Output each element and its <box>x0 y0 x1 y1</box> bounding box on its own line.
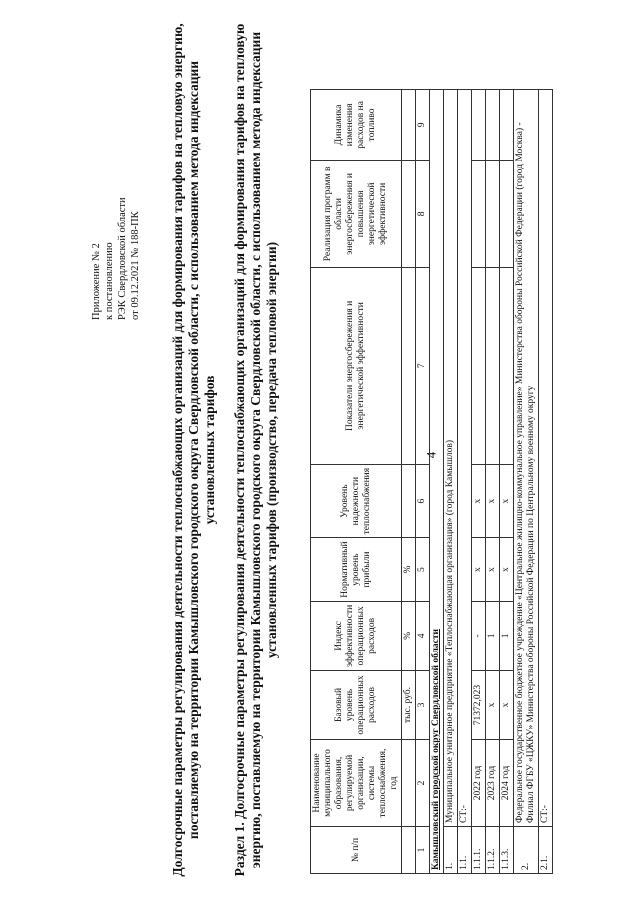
year-cell: 2023 год <box>486 740 500 827</box>
value-cell: 1 <box>486 601 500 670</box>
table-row <box>539 89 553 873</box>
page-number: 4 <box>423 451 439 459</box>
header-cell: Реализация программ в области энергосбережения и повышения энергетической эффективности <box>311 160 402 267</box>
table-units-row <box>402 89 416 873</box>
rotated-page-content <box>90 20 640 880</box>
header-cell: Показатели энергосбережения и энергетической эффективности <box>311 267 402 464</box>
row-number: 1.1. <box>458 827 472 874</box>
row-number: 1. <box>444 827 458 874</box>
column-number: 6 <box>416 464 430 537</box>
section-title: Раздел 1. Долгосрочные параметры регулирования деятельности теплоснабжающих организаций для формирования тарифов на тепловую энергию, поставляемую на территории Камышловского городского округа Свердловской области, с использованием метода индексации установленных тарифов (производство, передача тепловой энергии) <box>232 23 279 877</box>
value-cell: х <box>500 538 514 601</box>
appendix-line: Приложение № 2 <box>91 243 102 320</box>
value-cell: 1 <box>500 601 514 670</box>
row-number: 1.1.1. <box>472 827 486 874</box>
value-cell: - <box>472 601 486 670</box>
row-number: 2. <box>514 827 539 874</box>
value-cell: 71372,023 <box>472 671 486 740</box>
value-cell <box>486 160 500 267</box>
column-number: 4 <box>416 601 430 670</box>
document-title: Долгосрочные параметры регулирования деятельности теплоснабжающих организаций для формирования тарифов на тепловую энергию, поставляемую на территории Камышловского городского округа Свердловской области, с использованием метода индексации установленных тарифов <box>170 23 217 877</box>
table-row <box>500 89 514 873</box>
appendix-note <box>90 120 142 320</box>
value-cell <box>486 89 500 160</box>
header-cell: Базовый уровень операционных расходов <box>311 671 402 740</box>
table-row <box>444 89 458 873</box>
column-number: 3 <box>416 671 430 740</box>
unit-cell <box>402 740 416 827</box>
table-row <box>458 89 472 873</box>
header-cell: Нормативный уровень прибыли <box>311 538 402 601</box>
row-number: 2.1. <box>539 827 553 874</box>
value-cell: х <box>472 464 486 537</box>
table-row <box>514 89 539 873</box>
value-cell <box>500 160 514 267</box>
column-number: 7 <box>416 267 430 464</box>
value-cell <box>486 267 500 464</box>
unit-cell: % <box>402 601 416 670</box>
value-cell: х <box>472 538 486 601</box>
unit-cell <box>402 464 416 537</box>
value-cell <box>472 89 486 160</box>
unit-cell: тыс. руб. <box>402 671 416 740</box>
unit-cell <box>402 267 416 464</box>
header-cell: Наименование муниципального образования, регулируемой организации, системы теплоснабжения, год <box>311 740 402 827</box>
column-number: 8 <box>416 160 430 267</box>
value-cell: х <box>500 464 514 537</box>
value-cell: х <box>486 464 500 537</box>
unit-cell <box>402 160 416 267</box>
unit-cell: % <box>402 538 416 601</box>
value-cell: х <box>486 671 500 740</box>
table-row <box>472 89 486 873</box>
header-cell: № п/п <box>311 827 402 874</box>
value-cell: х <box>486 538 500 601</box>
value-cell <box>500 267 514 464</box>
unit-cell <box>402 827 416 874</box>
row-number: 1.1.2. <box>486 827 500 874</box>
row-number: 1.1.3. <box>500 827 514 874</box>
unit-cell <box>402 89 416 160</box>
value-cell <box>472 267 486 464</box>
column-number: 9 <box>416 89 430 160</box>
heat-system-name: СТ:- <box>458 89 472 826</box>
column-number: 2 <box>416 740 430 827</box>
header-cell: Уровень надежности теплоснабжения <box>311 464 402 537</box>
region-name: Камышловский городской округ Свердловской области <box>430 89 444 873</box>
value-cell <box>500 89 514 160</box>
column-number: 5 <box>416 538 430 601</box>
year-cell: 2022 год <box>472 740 486 827</box>
table-header-row <box>311 89 402 873</box>
organization-name: Федеральное государственное бюджетное учреждение «Центральное жилищно-коммунальное управление» Министерства обороны Российской Федерации (город Москва) - Филиал ФГБУ «ЦЖКУ» Министерства обороны Российской Федерации по Центральному военному округу <box>514 89 539 826</box>
organization-name: Муниципальное унитарное предприятие «Теплоснабжающая организация» (город Камышлов) <box>444 89 458 826</box>
header-cell: Динамика изменения расходов на топливо <box>311 89 402 160</box>
region-row <box>430 89 444 873</box>
appendix-line: РЭК Свердловской области <box>117 197 128 320</box>
year-cell: 2024 год <box>500 740 514 827</box>
value-cell: х <box>500 671 514 740</box>
heat-system-name: СТ:- <box>539 89 553 826</box>
appendix-line: от 09.12.2021 № 188-ПК <box>130 211 141 320</box>
table-column-numbers-row <box>416 89 430 873</box>
value-cell <box>472 160 486 267</box>
parameters-table <box>310 89 553 874</box>
appendix-line: к постановлению <box>104 242 115 320</box>
column-number: 1 <box>416 827 430 874</box>
table-row <box>486 89 500 873</box>
header-cell: Индекс эффективности операционных расходов <box>311 601 402 670</box>
